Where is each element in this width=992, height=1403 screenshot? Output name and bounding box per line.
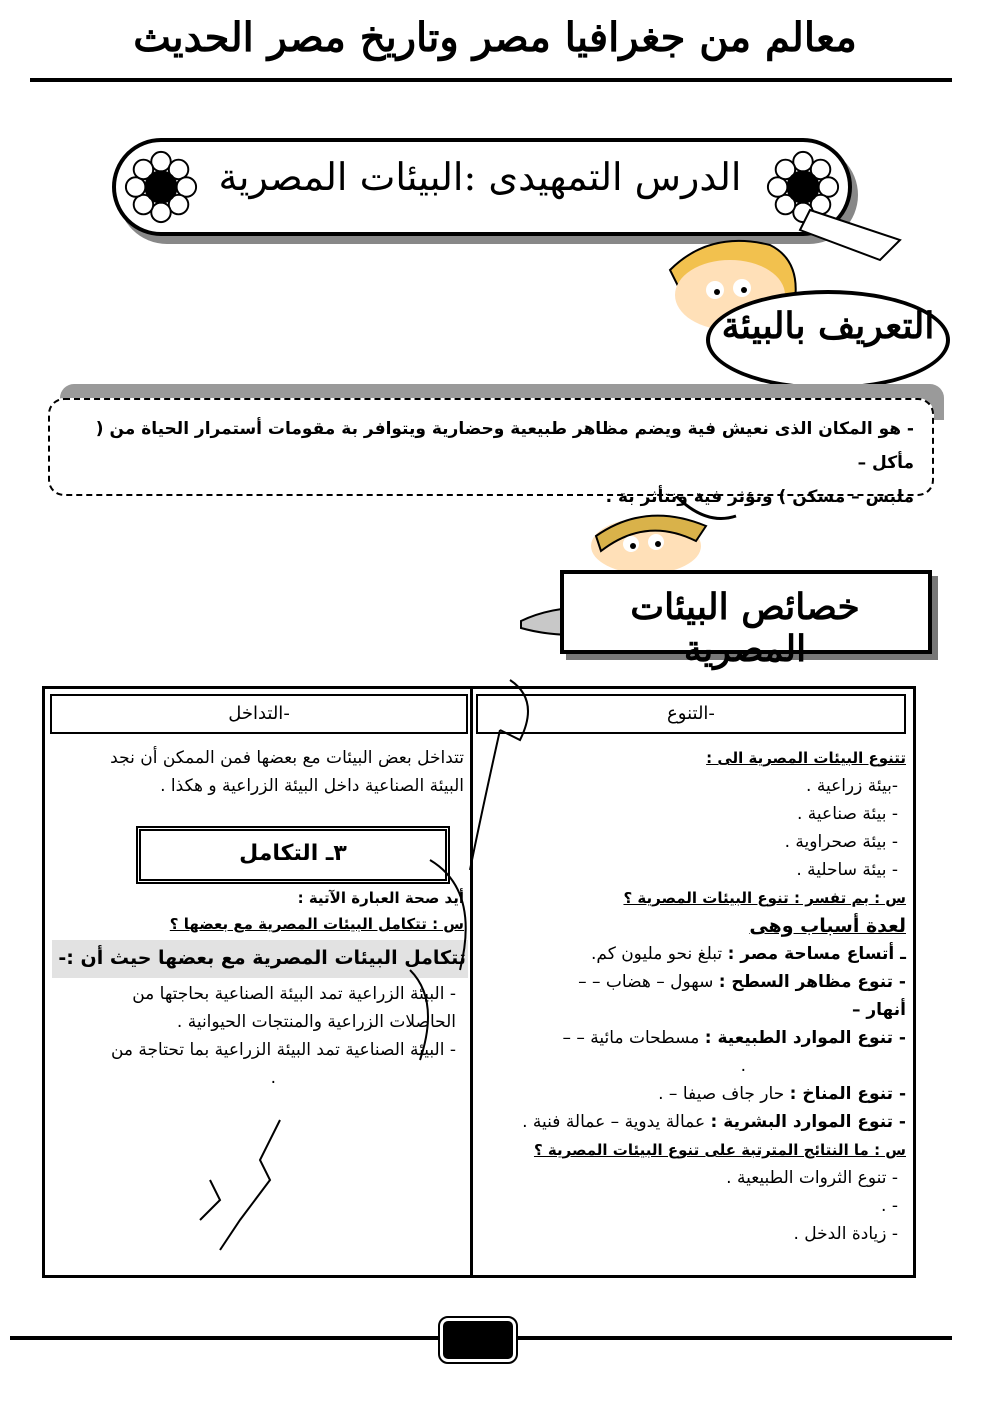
env-type: - بيئة صناعية . xyxy=(797,804,898,824)
page-title: معالم من جغرافيا مصر وتاريخ مصر الحديث xyxy=(133,14,857,61)
reason-label: - تنوع الموارد الطبيعية : xyxy=(704,1028,906,1048)
reason-text: تبلغ نحو مليون كم. xyxy=(590,944,728,964)
result-item: - تنوع الثروات الطبيعية . xyxy=(726,1168,898,1188)
title-rule xyxy=(30,78,952,82)
reason-text: عمالة يدوية – عمالة فنية . xyxy=(522,1112,711,1132)
integration-question: س : تتكامل البيئات المصرية مع بعضها ؟ xyxy=(169,915,464,933)
reason-text: مسطحات مائية – – xyxy=(562,1028,705,1048)
reason-label: - تنوع الموارد البشرية : xyxy=(710,1112,906,1132)
reason-3-cont: . xyxy=(740,1056,746,1076)
overlap-line-1: تتداخل بعض البيئات مع بعضها فمن الممكن أن نجد xyxy=(110,748,464,768)
overlap-line-2: البيئة الصناعية داخل البيئة الزراعية و هكذا . xyxy=(160,776,464,796)
env-type: -بيئة زراعية . xyxy=(806,776,898,796)
answer-1-line-2: الحاصلات الزراعية والمنتجات الحيوانية . xyxy=(176,1012,456,1032)
results-question: س : ما النتائج المترتبة على تنوع البيئات المصرية ؟ xyxy=(533,1141,906,1159)
reasons-intro: لعدة أسباب وهى xyxy=(749,915,906,937)
reason-text: حار جاف صيفا – . xyxy=(658,1084,790,1104)
result-item: - زيادة الدخل . xyxy=(793,1224,898,1244)
reason-label: - تنوع المناخ : xyxy=(789,1084,906,1104)
env-type: - بيئة ساحلية . xyxy=(796,860,898,880)
reason-2-cont: أنهار – xyxy=(851,1000,906,1020)
prove-statement: أيد صحة العبارة الآتية : xyxy=(297,889,464,907)
definition-box xyxy=(48,398,934,507)
definition-line-1: - هو المكان الذى نعيش فية ويضم مظاهر طبيعية وحضارية ويتوافر بة مقومات أستمرار الحياة من ( مأكل – xyxy=(95,419,914,473)
reason-label: ـ أتساع مساحة مصر : xyxy=(727,944,906,964)
env-type: - بيئة صحراوية . xyxy=(784,832,898,852)
answer-2-line-2: . xyxy=(270,1068,276,1088)
integration-answer-heading: تتكامل البيئات المصرية مع بعضها حيث أن :- xyxy=(58,947,466,969)
reason-text: سهول – هضاب – – xyxy=(578,972,719,992)
diversity-question: تتنوع البيئات المصرية الى : xyxy=(706,749,906,767)
diversity-header: -التنوع xyxy=(476,694,906,734)
definition-heading: التعريف بالبيئة xyxy=(721,305,935,347)
answer-1-line-1: - البيئة الزراعية تمد البيئة الصناعية بحاجتها من xyxy=(132,984,456,1004)
flower-icon xyxy=(122,148,200,226)
features-heading: خصائص البيئات المصرية xyxy=(630,586,860,670)
decorative-strokes-icon xyxy=(180,640,600,1260)
integration-heading: ٣ـ التكامل xyxy=(136,826,450,884)
overlap-header: -التداخل xyxy=(50,694,468,734)
page-number-badge xyxy=(440,1318,516,1362)
lesson-title: الدرس التمهيدى :البيئات المصرية xyxy=(218,155,742,199)
answer-2-line-1: - البيئة الصناعية تمد البيئة الزراعية بما تحتاجة من xyxy=(110,1040,456,1060)
definition-line-2: ملبس – مسكن ) ونؤثر فية ونتأثر بة . xyxy=(605,487,914,507)
explain-question: س : بم تفسر : تنوع البيئات المصرية ؟ xyxy=(623,889,906,907)
result-item: - . xyxy=(881,1196,898,1216)
reason-label: - تنوع مظاهر السطح : xyxy=(718,972,906,992)
